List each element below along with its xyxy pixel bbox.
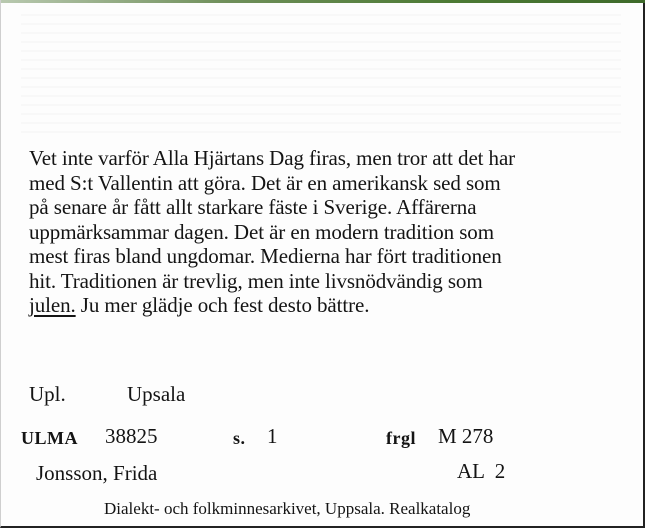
- card-body-text: [29, 146, 609, 318]
- informant-name: Jonsson, Frida: [36, 461, 158, 485]
- region-label: Upl.: [29, 382, 66, 406]
- text-line: hit. Traditionen är trevlig, men inte livsnödvändig som: [29, 268, 483, 293]
- text-line-last: [29, 293, 609, 318]
- place-name: Upsala: [127, 382, 186, 406]
- archive-number: 38825: [105, 424, 158, 448]
- underlined-word: julen.: [29, 293, 76, 317]
- text-line: Vet inte varför Alla Hjärtans Dag firas, men tror att det har: [29, 146, 516, 170]
- show-through-text-area: [21, 14, 621, 134]
- questionnaire-number: M 278: [438, 424, 494, 448]
- category-code: AL 2: [457, 459, 506, 483]
- text-line: uppmärksammar dagen. Det är en modern tradition som: [29, 219, 494, 244]
- text-line: mest firas bland ungdomar. Medierna har fört traditionen: [29, 244, 502, 268]
- archive-footer: Dialekt- och folkminnesarkivet, Uppsala. Realkatalog: [104, 499, 471, 518]
- questionnaire-label: frgl: [386, 428, 416, 448]
- text-line-rest: Ju mer glädje och fest desto bättre.: [75, 293, 370, 317]
- text-line: på senare år fått allt starkare fäste i Sverige. Affärerna: [29, 195, 477, 219]
- text-line: med S:t Vallentin att göra. Det är en amerikansk sed som: [29, 170, 501, 195]
- page-number: 1: [267, 424, 278, 448]
- top-edge-strip: [1, 0, 645, 3]
- page-label: s.: [233, 428, 246, 448]
- archive-code: ULMA: [21, 428, 78, 448]
